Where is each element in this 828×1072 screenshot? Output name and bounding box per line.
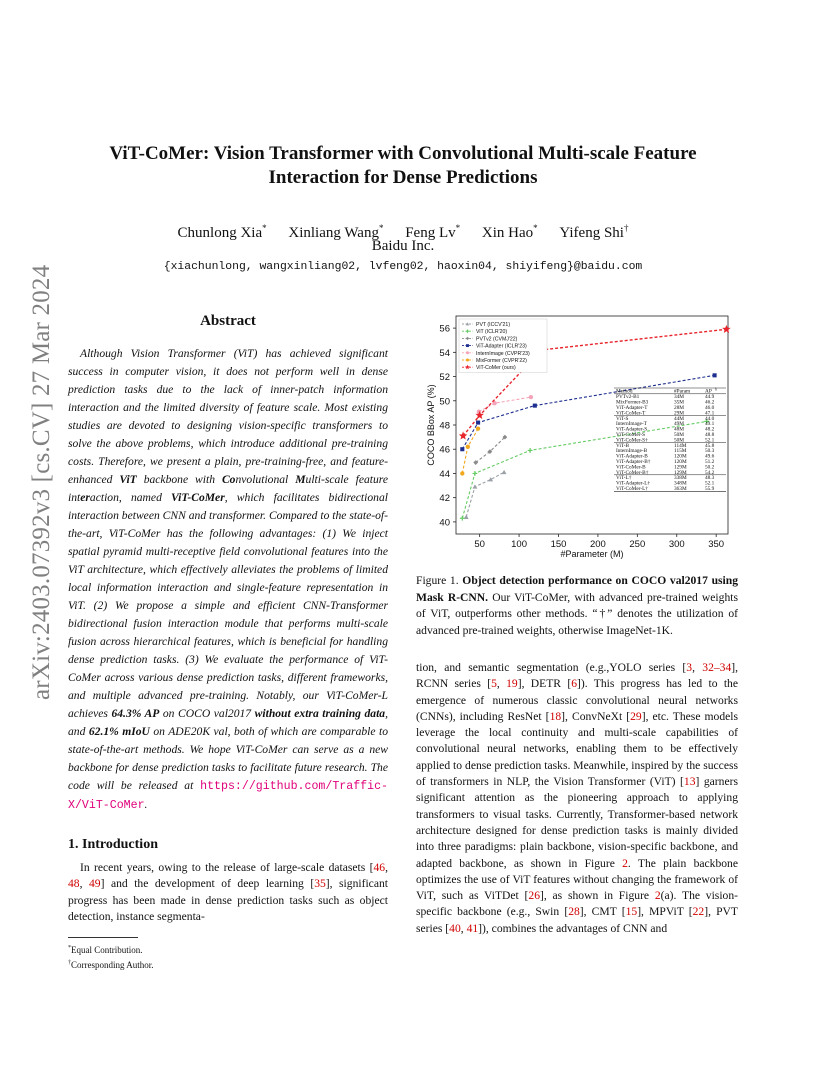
footnote-rule — [68, 937, 138, 938]
table-cell-method: ViT-Adapter-B — [616, 453, 648, 460]
data-point — [476, 426, 480, 430]
table-cell-param: 34M — [674, 394, 685, 401]
figure-link[interactable]: 2 — [654, 889, 661, 903]
table-cell-ap: 46.2 — [705, 399, 715, 406]
data-point — [473, 471, 478, 476]
series-internimage — [477, 395, 533, 414]
x-tick-label: 100 — [511, 539, 528, 550]
table-cell-method: ViT-CoMer-S — [616, 432, 646, 438]
table-cell-method: InternImage-T — [616, 421, 647, 428]
author: Yifeng Shi† — [559, 223, 629, 241]
footnotes — [68, 942, 388, 972]
series-pvtv2 — [473, 435, 507, 465]
table-cell-method: ViT-CoMer-B — [616, 464, 646, 471]
table-cell-method: ViT-S — [616, 415, 629, 422]
citation-link[interactable]: 40 — [449, 921, 461, 935]
x-tick-label: 50 — [474, 539, 485, 550]
table-cell-param: 114M — [674, 442, 687, 449]
y-tick-label: 44 — [439, 468, 450, 480]
table-header: AP — [705, 388, 712, 395]
citation-link[interactable]: 48 — [68, 877, 80, 891]
chart-svg — [416, 310, 738, 562]
series-vit — [460, 419, 709, 521]
data-point — [713, 373, 717, 377]
table-cell-method: ViT-CoMer-L† — [616, 486, 649, 492]
table-header: Method — [616, 388, 633, 395]
table-cell-ap: 46.0 — [705, 405, 715, 411]
legend-label: PVT (ICCV'21) — [476, 322, 511, 328]
intro-paragraph-continued: tion, and semantic segmentation (e.g.,YOLO series [3, 32–34], RCNN series [5, 19], DETR [6]). This progress has led to the emergence of numerous classic convolutional neural networks (CNNs), including ResNet [18], ConvNeXt [29], etc. These models leverage the local continuity and multi-scale capabilities of convolutional neural networks, enabling them to be effectively applied to dense prediction tasks. Meanwhile, inspired by the success of transformers in NLP, the Vision Transformer (ViT) [13] garners significant attention as the pioneering approach to applying transformers to visual tasks. Currently, Transformer-based network architecture designed for dense prediction tasks is mainly divided into three paradigms: plain backbone, vision-specific backbone, and adapted backbone, as shown in Figure 2. The plain backbone optimizes the use of ViT features without changing the framework of ViT, such as ViTDet [26], as shown in Figure 2(a). The vision-specific backbone (e.g., Swin [28], CMT [15], MPViT [22], PVT series [40, 41]), combines the advantages of CNN and — [416, 661, 739, 935]
citation-link[interactable]: 46 — [373, 861, 386, 874]
y-tick-label: 46 — [439, 444, 450, 456]
data-point — [466, 351, 469, 354]
table-cell-param: 348M — [674, 480, 687, 487]
abstract-text: Although Vision Transformer (ViT) has achieved significant success in computer vision, it does not perform well in dense prediction tasks due to the lack of inner-patch information interaction and the limited diversity of feature scale. Most existing studies are devoted to designing vision-specific transformers to solve the above problems, which introduce additional pre-training costs. Therefore, we present a plain, pre-training-free, and feature-enhanced ViT backbone with Convolutional Multi-scale feature interaction, named ViT-CoMer, which facilitates bidirectional interaction between CNN and transformer. Compared to the state-of-the-art, ViT-CoMer has the following advantages: (1) We inject spatial pyramid multi-receptive field convolutional features into the ViT architecture, which effectively alleviates the problems of limited local information interaction and single-feature representation in ViT. (2) We propose a simple and efficient CNN-Transformer bidirectional fusion interaction module that performs multi-scale fusion across hierarchical features, which is beneficial for handling dense prediction tasks. (3) We evaluate the performance of ViT-CoMer across various dense prediction tasks, different frameworks, and multiple advanced pre-training. Notably, our ViT-CoMer-L achieves 64.3% AP on COCO val2017 without extra training data, and 62.1% mIoU on ADE20K val, both of which are comparable to state-of-the-art methods. We hope ViT-CoMer can serve as a new backbone for dense prediction tasks to facilitate future research. The code will be released at https://github.com/Traffic-X/ViT-CoMer. — [68, 347, 389, 812]
legend-label: MixFormer (CVPR'22) — [476, 358, 527, 364]
table-cell-ap: 51.2 — [705, 459, 715, 465]
table-cell-param: 120M — [674, 453, 687, 460]
table-cell-param: 50M — [674, 437, 685, 444]
table-cell-param: 363M — [674, 486, 687, 492]
y-tick-label: 40 — [439, 517, 450, 529]
table-cell-ap: 49.1 — [705, 421, 715, 428]
affiliation: Baidu Inc. — [371, 238, 435, 254]
citation-link[interactable]: 3 — [686, 661, 693, 674]
author: Feng Lv* — [405, 223, 461, 241]
table-cell-ap: 55.9 — [705, 486, 715, 492]
x-tick-label: 250 — [629, 539, 646, 550]
table-cell-ap: 44.9 — [705, 394, 715, 401]
table-cell-param: 29M — [674, 410, 685, 417]
data-point — [460, 471, 464, 475]
legend-label: ViT-Adapter (ICLR'23) — [476, 343, 527, 350]
table-cell-method: ViT-Adapter-L† — [616, 480, 651, 487]
arxiv-stamp: arXiv:2403.07392v3 [cs.CV] 27 Mar 2024 — [28, 264, 55, 700]
abstract-heading: Abstract — [200, 313, 256, 329]
table-cell-ap: 48.8 — [705, 432, 715, 438]
data-point — [529, 395, 533, 399]
title-line-2: Interaction for Dense Predictions — [268, 167, 538, 188]
figure-link[interactable]: 2 — [622, 856, 628, 870]
data-point — [460, 447, 464, 451]
series-line — [462, 421, 706, 518]
data-point — [502, 470, 507, 474]
y-axis-label: COCO BBox AP (%) — [426, 384, 436, 466]
data-point — [460, 516, 465, 521]
figure-1-caption: Figure 1. Object detection performance on COCO val2017 using Mask R-CNN. Our ViT-CoMer, with advanced pre-trained weights of ViT, outperforms other methods. “†” denotes the utilization of advanced pre-trained weights, otherwise ImageNet-1K. — [416, 574, 738, 637]
table-cell-method: ViT-B — [616, 442, 630, 449]
chart-inset-table — [614, 387, 726, 492]
table-cell-param: 120M — [674, 459, 687, 465]
citation-link[interactable]: 6 — [571, 677, 578, 691]
citation-link[interactable]: 22 — [692, 905, 705, 919]
table-cell-param: 50M — [674, 432, 685, 438]
data-point — [473, 484, 478, 488]
table-cell-param: 115M — [674, 448, 687, 455]
x-tick-label: 300 — [668, 539, 685, 550]
table-header: #Param — [674, 388, 691, 395]
y-tick-label: 50 — [439, 396, 450, 408]
chart-legend — [459, 319, 547, 372]
citation-link[interactable]: 15 — [625, 905, 638, 919]
data-point — [476, 421, 480, 425]
table-cell-param: 44M — [674, 415, 685, 422]
table-cell-ap: 48.2 — [705, 426, 715, 433]
legend-label: ViT (ICLR'20) — [476, 329, 508, 336]
x-tick-label: 150 — [550, 539, 567, 550]
table-cell-method: MixFormer-B3 — [616, 399, 649, 406]
table-cell-method: ViT-Adapter-T — [616, 405, 648, 411]
table-cell-ap: 48.3 — [705, 475, 715, 482]
table-cell-param: 28M — [674, 405, 685, 411]
table-cell-param: 49M — [674, 421, 685, 428]
author-emails: {xiachunlong, wangxinliang02, lvfeng02, haoxin04, shiyifeng}@baidu.com — [163, 261, 643, 273]
citation-link[interactable]: 41 — [466, 921, 479, 935]
legend-label: PVTv2 (CVMJ'22) — [476, 336, 518, 343]
table-cell-method: ViT-Adapter-B† — [616, 459, 651, 465]
footnote-corresponding: †Corresponding Author. — [68, 960, 154, 970]
title-line-1: ViT-CoMer: Vision Transformer with Convolutional Multi-scale Feature — [109, 143, 697, 164]
data-point — [459, 431, 468, 439]
intro-paragraph: In recent years, owing to the release of large-scale datasets [46, 48, 49] and the development of deep learning [35], significant progress has been made in dense prediction tasks such as object detection, instance segmenta- — [68, 861, 388, 923]
table-cell-method: ViT-CoMer-T — [616, 410, 646, 417]
legend-label: InternImage (CVPR'23) — [476, 350, 530, 357]
citation-link[interactable]: 35 — [314, 877, 326, 891]
x-tick-label: 350 — [708, 539, 725, 550]
y-tick-label: 54 — [439, 347, 450, 359]
y-tick-label: 42 — [439, 493, 450, 505]
citation-link[interactable]: 26 — [528, 889, 540, 903]
citation-link[interactable]: 32–34 — [702, 661, 732, 674]
data-point — [488, 477, 493, 481]
footnote-equal: *Equal Contribution. — [68, 945, 143, 955]
table-cell-method: ViT-CoMer-B† — [616, 469, 649, 476]
table-cell-ap: 49.6 — [705, 453, 715, 460]
table-cell-param: 48M — [674, 426, 685, 433]
citation-link[interactable]: 29 — [630, 709, 642, 723]
y-tick-label: 56 — [439, 323, 450, 335]
table-cell-param: 129M — [674, 469, 687, 476]
table-cell-param: 129M — [674, 464, 687, 471]
table-cell-method: PVTv2-B1 — [616, 394, 640, 401]
series-line — [466, 472, 504, 517]
citation-link[interactable]: 5 — [491, 677, 497, 691]
code-link[interactable]: https://github.com/Traffic-X/ViT-CoMer — [68, 780, 388, 812]
table-cell-ap: 52.1 — [705, 480, 715, 487]
citation-link[interactable]: 49 — [89, 877, 101, 891]
table-cell-ap: 44.0 — [705, 415, 715, 422]
section-heading-introduction: 1. Introduction — [68, 837, 158, 852]
x-axis-label: #Parameter (M) — [560, 549, 624, 559]
table-cell-ap: 52.1 — [705, 437, 715, 444]
data-point — [528, 448, 533, 453]
data-point — [466, 358, 469, 361]
table-cell-method: ViT-Adapter-S — [616, 426, 648, 433]
citation-link[interactable]: 18 — [549, 709, 562, 723]
x-tick-label: 200 — [589, 539, 606, 550]
table-cell-method: ViT-L† — [616, 475, 632, 482]
series-pvt — [464, 470, 507, 519]
data-point — [466, 344, 469, 347]
author: Xinliang Wang* — [288, 223, 384, 241]
table-cell-ap: 50.3 — [705, 448, 715, 455]
y-tick-label: 52 — [439, 372, 450, 384]
paper-title — [80, 142, 726, 190]
data-point — [533, 404, 537, 408]
table-cell-ap: 47.1 — [705, 410, 715, 417]
citation-link[interactable]: 19 — [506, 677, 518, 691]
data-point — [722, 325, 731, 333]
legend-label: ViT-CoMer (ours) — [476, 365, 516, 372]
data-point — [466, 445, 470, 449]
citation-link[interactable]: 13 — [683, 775, 696, 789]
table-cell-ap: 45.8 — [705, 442, 715, 449]
table-cell-ap: 54.2 — [705, 469, 715, 476]
table-header-mark: b — [715, 387, 717, 392]
table-cell-method: ViT-CoMer-S† — [616, 437, 648, 444]
table-cell-method: InternImage-B — [616, 448, 648, 455]
table-cell-param: 35M — [674, 399, 685, 406]
y-tick-label: 48 — [439, 420, 450, 432]
citation-link[interactable]: 28 — [568, 905, 580, 919]
author: Xin Hao* — [481, 223, 538, 241]
table-cell-param: 338M — [674, 475, 687, 482]
author: Chunlong Xia* — [177, 223, 267, 241]
table-cell-ap: 50.2 — [705, 464, 715, 471]
figure-1-chart — [416, 310, 738, 562]
